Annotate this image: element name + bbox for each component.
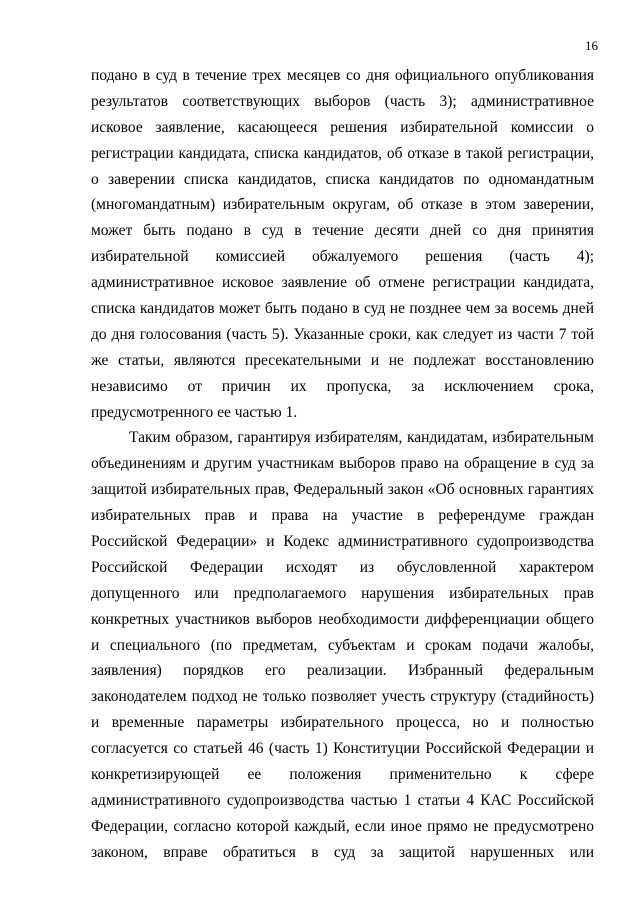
- text-line: независимо от причин их пропуска, за исключением срока,: [91, 377, 594, 395]
- text-line: согласуется со статьей 46 (часть 1) Конституции Российской Федерации и: [91, 740, 594, 758]
- text-line: (многомандатным) избирательным округам, об отказе в этом заверении,: [91, 196, 594, 214]
- text-line: предусмотренного ее частью 1.: [91, 403, 298, 421]
- text-line: заявления) порядков его реализации. Избранный федеральным: [91, 662, 594, 680]
- text-line: регистрации кандидата, списка кандидатов, об отказе в такой регистрации,: [91, 144, 594, 162]
- text-line: списка кандидатов может быть подано в суд не позднее чем за восемь дней: [91, 300, 594, 318]
- text-line: исковое заявление, касающееся решения избирательной комиссии о: [91, 118, 594, 136]
- text-line: Российской Федерации» и Кодекс административного судопроизводства: [91, 533, 594, 551]
- text-line: же статьи, являются пресекательными и не подлежат восстановлению: [91, 351, 594, 369]
- text-line: и временные параметры избирательного процесса, но и полностью: [91, 714, 594, 732]
- text-line: до дня голосования (часть 5). Указанные сроки, как следует из части 7 той: [91, 325, 594, 343]
- text-line: избирательной комиссией обжалуемого решения (часть 4);: [91, 248, 594, 266]
- text-line: объединениям и другим участникам выборов право на обращение в суд за: [91, 455, 594, 473]
- text-line: Российской Федерации исходят из обусловленной характером: [91, 558, 594, 576]
- text-line: избирательных прав и права на участие в референдуме граждан: [91, 507, 594, 525]
- text-line: административное исковое заявление об отмене регистрации кандидата,: [91, 274, 594, 292]
- text-line: может быть подано в суд в течение десяти дней со дня принятия: [91, 222, 594, 240]
- text-line: конкретизирующей ее положения применительно к сфере: [91, 766, 594, 784]
- text-line: законом, вправе обратиться в суд за защитой нарушенных или: [91, 843, 594, 861]
- text-line: конкретных участников выборов необходимости дифференциации общего: [91, 610, 594, 628]
- text-line: защитой избирательных прав, Федеральный закон «Об основных гарантиях: [91, 481, 594, 499]
- text-line: и специального (по предметам, субъектам и срокам подачи жалобы,: [91, 636, 594, 654]
- text-line: Федерации, согласно которой каждый, если иное прямо не предусмотрено: [91, 817, 594, 835]
- text-line: Таким образом, гарантируя избирателям, кандидатам, избирательным: [129, 429, 594, 447]
- page-number: 16: [585, 38, 598, 53]
- text-line: административного судопроизводства частью 1 статьи 4 КАС Российской: [91, 791, 594, 809]
- text-line: результатов соответствующих выборов (часть 3); административное: [91, 92, 594, 110]
- text-line: законодателем подход не только позволяет учесть структуру (стадийность): [91, 688, 594, 706]
- text-line: подано в суд в течение трех месяцев со дня официального опубликования: [91, 67, 594, 84]
- text-line: допущенного или предполагаемого нарушения избирательных прав: [91, 584, 594, 602]
- body-text: [91, 63, 594, 866]
- text-line: о заверении списка кандидатов, списка кандидатов по одномандатным: [91, 170, 594, 188]
